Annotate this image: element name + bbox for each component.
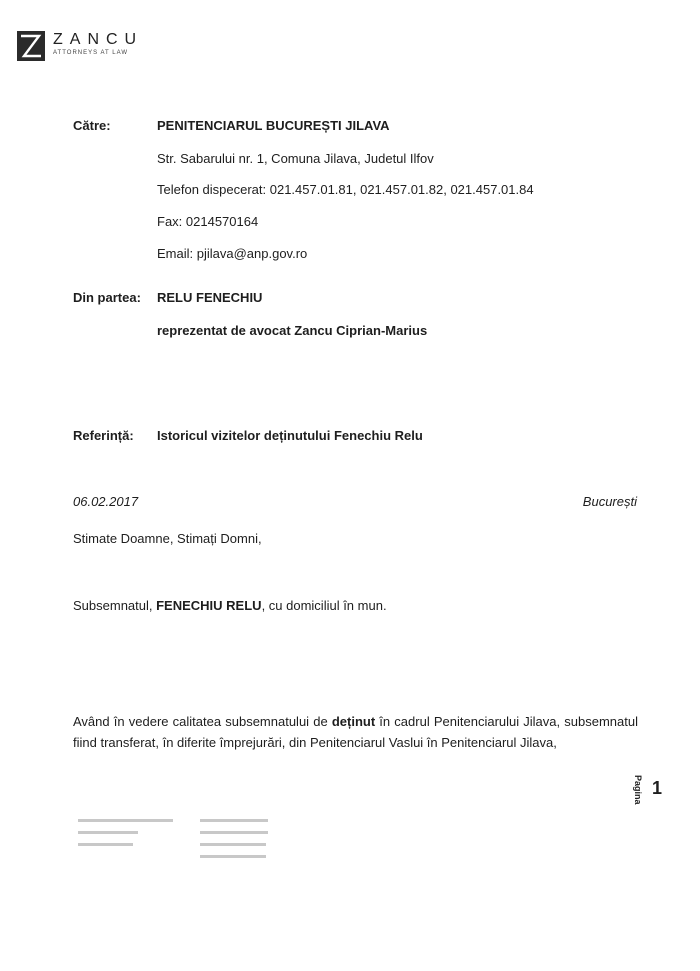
footer-address-block (78, 819, 173, 846)
letter-city: București (582, 494, 637, 509)
page-label: Pagina (633, 775, 643, 805)
recipient-email: Email: pjilava@anp.gov.ro (157, 246, 308, 261)
sender-representative: reprezentat de avocat Zancu Ciprian-Marius (157, 323, 428, 338)
paragraph-before: Având în vedere calitatea subsemnatului de (73, 714, 332, 729)
intro-name: FENECHIU RELU (156, 598, 262, 613)
page-number: 1 (652, 778, 663, 798)
intro-line (73, 598, 387, 613)
body-paragraph (73, 711, 638, 753)
paragraph-after: în cadrul Penitenciarului Jilava, subsemnatul fiind transferat, în diferite împrejurări, din Penitenciarul Vaslui în Penitenciarul Jilava, (73, 714, 638, 750)
sender-name: RELU FENECHIU (157, 290, 263, 305)
recipient-label: Către: (73, 118, 111, 133)
intro-before: Subsemnatul, (73, 598, 157, 613)
recipient-fax: Fax: 0214570164 (157, 214, 259, 229)
letter-date: 06.02.2017 (73, 494, 139, 509)
letterhead-name: ZANCU (53, 31, 144, 48)
intro-after: , cu domiciliul în mun. (261, 598, 387, 613)
reference-text: Istoricul vizitelor deținutului Fenechiu Relu (157, 428, 423, 443)
salutation: Stimate Doamne, Stimați Domni, (73, 531, 262, 546)
reference-label: Referință: (73, 428, 134, 443)
paragraph-bold: deținut (331, 714, 376, 729)
sender-label: Din partea: (73, 290, 141, 305)
zancu-logo-icon (17, 31, 45, 61)
letterhead-tagline: ATTORNEYS AT LAW (53, 50, 129, 56)
recipient-phone: Telefon dispecerat: 021.457.01.81, 021.457.01.82, 021.457.01.84 (157, 182, 534, 197)
footer-contact-block (200, 819, 268, 858)
recipient-name: PENITENCIARUL BUCUREȘTI JILAVA (157, 118, 390, 133)
recipient-address: Str. Sabarului nr. 1, Comuna Jilava, Judetul Ilfov (157, 151, 434, 166)
